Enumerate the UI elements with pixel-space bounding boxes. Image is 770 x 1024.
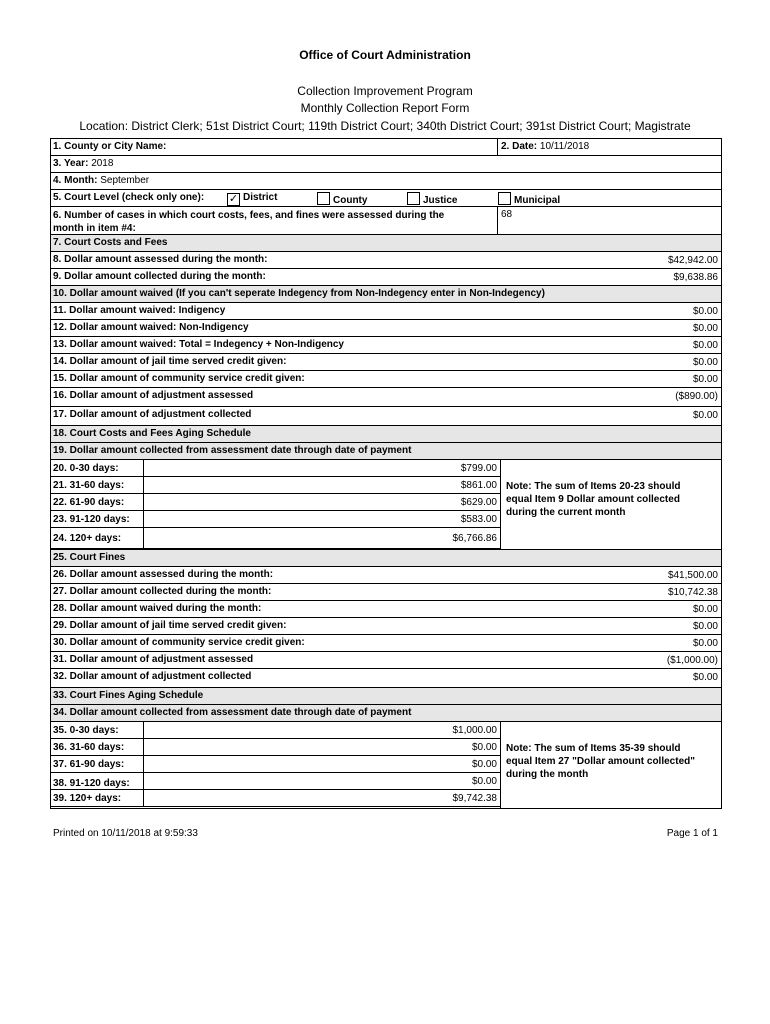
court-level-district[interactable]: ✓ District: [228, 192, 278, 205]
waived-header: 10. Dollar amount waived (If you can't seperate Indegency from Non-Indegency enter in Non-Indegency): [51, 286, 721, 303]
table-row: 29. Dollar amount of jail time served credit given: $0.00: [51, 618, 721, 635]
amount-field[interactable]: $583.00: [460, 514, 497, 525]
table-row: 31. Dollar amount of adjustment assessed ($1,000.00): [51, 652, 721, 669]
form-name: Monthly Collection Report Form: [300, 101, 470, 115]
court-level-row: [51, 190, 721, 207]
amount-field[interactable]: $0.00: [692, 621, 718, 632]
checkbox-icon[interactable]: [498, 192, 511, 205]
amount-field[interactable]: $9,638.86: [673, 272, 718, 283]
checkbox-checked-icon[interactable]: ✓: [228, 193, 239, 205]
checkbox-icon[interactable]: [407, 192, 420, 205]
table-row: 16. Dollar amount of adjustment assessed ($890.00): [51, 388, 721, 407]
program-name: Collection Improvement Program: [297, 84, 473, 98]
costs-collected-row: 9. Dollar amount collected during the month: $9,638.86: [51, 269, 721, 286]
court-level-label: 5. Court Level (check only one):: [53, 192, 205, 203]
table-row: 35. 0-30 days: $1,000.00: [51, 722, 500, 739]
table-row: 36. 31-60 days: $0.00: [51, 739, 500, 756]
amount-field[interactable]: $0.00: [692, 357, 718, 368]
amount-field[interactable]: ($1,000.00): [666, 655, 718, 666]
county-label: 1. County or City Name:: [53, 141, 167, 152]
table-row: 14. Dollar amount of jail time served credit given: $0.00: [51, 354, 721, 371]
page-number: Page 1 of 1: [666, 828, 718, 839]
year-field[interactable]: 3. Year: 2018: [53, 158, 114, 169]
amount-field[interactable]: $0.00: [692, 340, 718, 351]
court-fines-section: 25. Court Fines: [51, 550, 721, 567]
table-row: 39. 120+ days: $9,742.38: [51, 790, 500, 807]
county-date-row: [51, 139, 721, 156]
amount-field[interactable]: $861.00: [460, 480, 497, 491]
year-row: [51, 156, 721, 173]
amount-field[interactable]: $0.00: [692, 410, 718, 421]
table-row: 28. Dollar amount waived during the month: $0.00: [51, 601, 721, 618]
amount-field[interactable]: $629.00: [460, 497, 497, 508]
amount-field[interactable]: $799.00: [460, 463, 497, 474]
table-row: 12. Dollar amount waived: Non-Indigency $0.00: [51, 320, 721, 337]
court-level-municipal[interactable]: Municipal: [498, 192, 560, 206]
table-row: 38. 91-120 days: $0.00: [51, 773, 500, 790]
costs-aging-note: Note: The sum of Items 20-23 should equal Item 9 Dollar amount collected during the current month: [506, 481, 681, 518]
checkbox-icon[interactable]: [317, 192, 330, 205]
cases-row: [51, 207, 721, 235]
amount-field[interactable]: $0.00: [692, 638, 718, 649]
table-row: 22. 61-90 days: $629.00: [51, 494, 500, 511]
amount-field[interactable]: $41,500.00: [667, 570, 718, 581]
month-row: [51, 173, 721, 190]
table-row: 32. Dollar amount of adjustment collected $0.00: [51, 669, 721, 688]
fines-aging-note: Note: The sum of Items 35-39 should equal Item 27 "Dollar amount collected" during the month: [506, 743, 695, 780]
table-row: 17. Dollar amount of adjustment collected $0.00: [51, 407, 721, 426]
table-row: 30. Dollar amount of community service credit given: $0.00: [51, 635, 721, 652]
amount-field[interactable]: $0.00: [692, 323, 718, 334]
amount-field[interactable]: $42,942.00: [667, 255, 718, 266]
amount-field[interactable]: $10,742.38: [667, 587, 718, 598]
amount-field[interactable]: $6,766.86: [452, 533, 497, 544]
date-field[interactable]: 2. Date: 10/11/2018: [501, 141, 590, 152]
costs-aging-table: [51, 460, 721, 550]
costs-aging-section: 18. Court Costs and Fees Aging Schedule: [51, 426, 721, 443]
table-row: 24. 120+ days: $6,766.86: [51, 528, 500, 549]
table-row: 26. Dollar amount assessed during the month: $41,500.00: [51, 567, 721, 584]
court-costs-section: 7. Court Costs and Fees: [51, 235, 721, 252]
table-row: 15. Dollar amount of community service credit given: $0.00: [51, 371, 721, 388]
table-row: 27. Dollar amount collected during the month: $10,742.38: [51, 584, 721, 601]
amount-field[interactable]: $0.00: [471, 742, 497, 753]
printed-timestamp: Printed on 10/11/2018 at 9:59:33: [53, 828, 198, 839]
amount-field[interactable]: $0.00: [692, 374, 718, 385]
table-row: 11. Dollar amount waived: Indigency $0.00: [51, 303, 721, 320]
court-level-justice[interactable]: Justice: [407, 192, 457, 206]
amount-field[interactable]: $0.00: [692, 672, 718, 683]
table-row: 23. 91-120 days: $583.00: [51, 511, 500, 528]
amount-field[interactable]: $9,742.38: [452, 793, 497, 804]
amount-field[interactable]: $1,000.00: [452, 725, 497, 736]
costs-aging-subheader: 19. Dollar amount collected from assessment date through date of payment: [51, 443, 721, 460]
fines-aging-subheader: 34. Dollar amount collected from assessment date through date of payment: [51, 705, 721, 722]
amount-field[interactable]: $0.00: [692, 306, 718, 317]
amount-field[interactable]: $0.00: [471, 759, 497, 770]
cases-value[interactable]: 68: [501, 209, 513, 220]
fines-aging-table: [51, 722, 721, 809]
court-level-county[interactable]: County: [317, 192, 367, 206]
costs-assessed-row: 8. Dollar amount assessed during the month: $42,942.00: [51, 252, 721, 269]
table-row: 20. 0-30 days: $799.00: [51, 460, 500, 477]
cases-label: 6. Number of cases in which court costs, fees, and fines were assessed during the month in item #4:: [53, 210, 445, 234]
fines-aging-section: 33. Court Fines Aging Schedule: [51, 688, 721, 705]
table-row: 37. 61-90 days: $0.00: [51, 756, 500, 773]
month-field[interactable]: 4. Month: September: [53, 175, 150, 186]
form-title: Office of Court Administration: [299, 48, 471, 62]
amount-field[interactable]: $0.00: [471, 776, 497, 787]
report-form: [50, 138, 722, 809]
table-row: 13. Dollar amount waived: Total = Indegency + Non-Indigency $0.00: [51, 337, 721, 354]
amount-field[interactable]: ($890.00): [675, 391, 718, 402]
amount-field[interactable]: $0.00: [692, 604, 718, 615]
location-line: Location: District Clerk; 51st District Court; 119th District Court; 340th District Court; 391st District Court; Magistrate: [79, 119, 691, 133]
table-row: 21. 31-60 days: $861.00: [51, 477, 500, 494]
